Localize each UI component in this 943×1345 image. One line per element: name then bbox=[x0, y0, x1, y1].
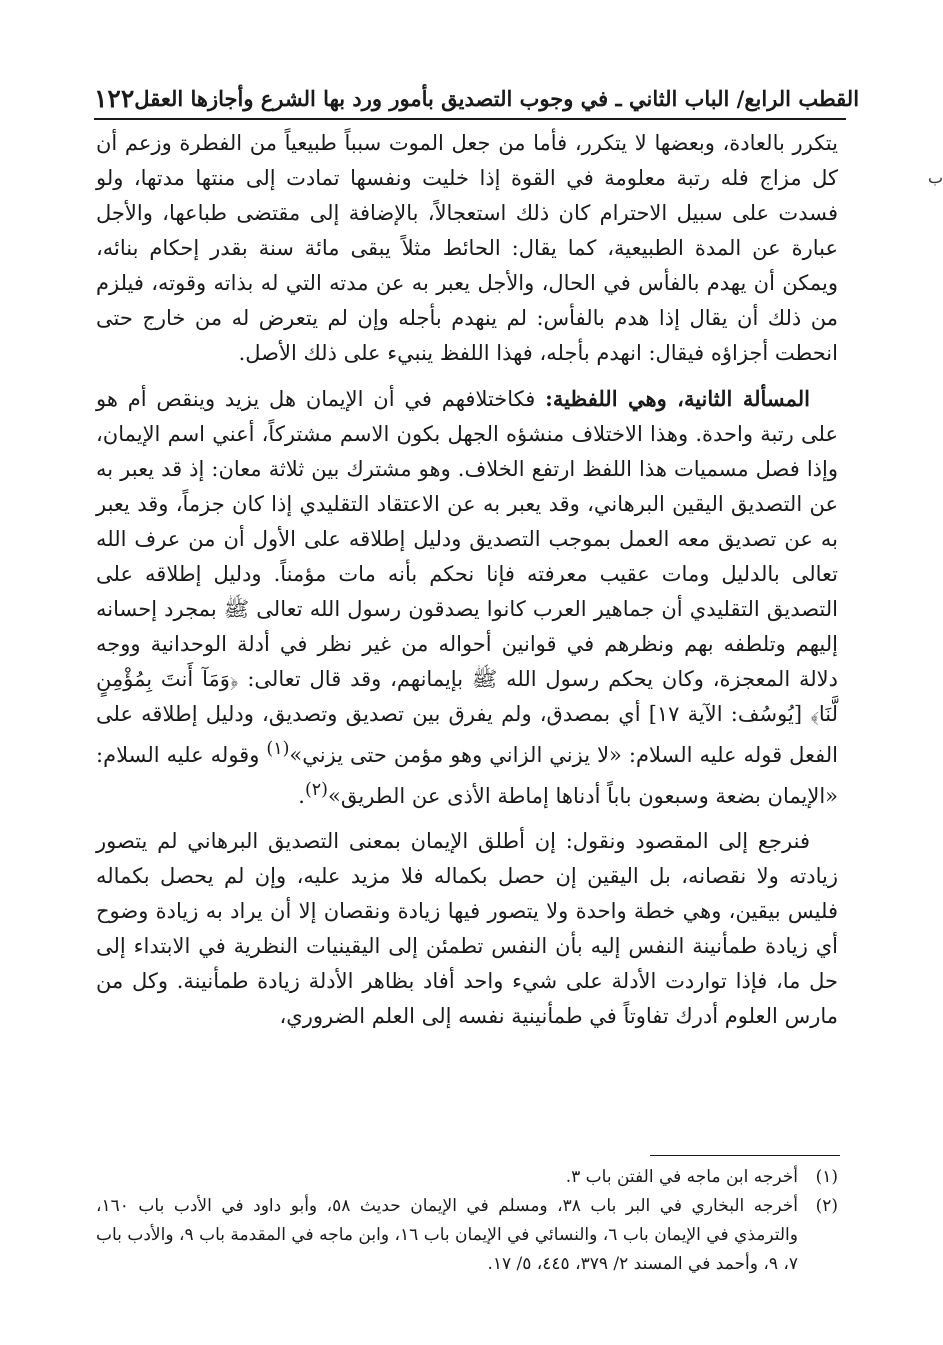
footnotes bbox=[96, 1163, 838, 1279]
footnote-ref-2[interactable]: (٢) bbox=[304, 780, 328, 800]
header-rule bbox=[94, 118, 846, 120]
paragraph-2-tail: وقوله عليه السلام: «الإيمان بضعة وسبعون باباً أدناها إماطة الأذى عن الطريق» bbox=[96, 743, 838, 808]
footnote-number: (١) bbox=[815, 1167, 838, 1187]
footnote-rule bbox=[650, 1155, 840, 1156]
running-title: القطب الرابع/ الباب الثاني ـ في وجوب التصديق بأمور ورد بها الشرع وأجازها العقل bbox=[134, 85, 860, 111]
running-header bbox=[94, 78, 860, 118]
page-number: ١٢٢ bbox=[94, 83, 135, 113]
footnote-text: أخرجه البخاري في البر باب ٣٨، ومسلم في الإيمان حديث ٥٨، وأبو داود في الأدب باب ١٦٠، والترمذي في الإيمان باب ٦، والنسائي في الإيمان باب ١٦، وابن ماجه في المقدمة باب ٩، والأدب باب ٧، ٩، وأحمد في المسند ٢/ ٣٧٩، ٤٤٥، ٥/ ١٧. bbox=[96, 1196, 798, 1274]
footnote-number: (٢) bbox=[815, 1196, 838, 1216]
footnote-2 bbox=[96, 1192, 838, 1279]
paragraph-2-end: . bbox=[298, 784, 305, 808]
paragraph-3: فنرجع إلى المقصود ونقول: إن أطلق الإيمان بمعنى التصديق البرهاني لم يتصور زيادته ولا نقصانه، بل اليقين إن حصل بكماله فلا مزيد عليه، وإن لم يحصل بكماله فليس بيقين، وهي خطة واحدة ولا يتصور فيها زيادة ونقصان إلا أن يراد به زيادة وضوح أي زيادة طمأنينة النفس إليه بأن النفس تطمئن إلى اليقينيات النظرية في الابتداء إلى حل ما، فإذا تواردت الأدلة على شيء واحد أفاد بظاهر الأدلة زيادة طمأنينة. وكل من مارس العلوم أدرك تفاوتاً في طمأنينية نفسه إلى العلم الضروري، bbox=[96, 829, 838, 1028]
footnote-text: أخرجه ابن ماجه في الفتن باب ٣. bbox=[565, 1167, 798, 1187]
paragraph-2-text: فكاختلافهم في أن الإيمان هل يزيد وينقص أم هو على رتبة واحدة. وهذا الاختلاف منشؤه الجهل بكون الاسم مشتركاً، أعني اسم الإيمان، وإذا فصل مسميات هذا اللفظ ارتفع الخلاف. وهو مشترك بين ثلاثة معان: إذ قد يعبر به عن التصديق اليقين البرهاني، وقد يعبر به عن الاعتقاد التقليدي إذا كان جزماً، وقد يعبر به عن تصديق معه العمل بموجب التصديق ودليل إطلاقه على الأول أن من عرف الله تعالى بالدليل ومات عقيب معرفته فإنا نحكم بأنه مات مؤمناً. ودليل إطلاقه على التصديق التقليدي أن جماهير العرب كانوا يصدقون رسول الله تعالى ﷺ بمجرد إحسانه إليهم وتلطفه بهم ونظرهم في قوانين أحواله من غير نظر في أدلة الوحدانية ووجه دلالة المعجزة، وكان يحكم رسول الله ﷺ بإيمانهم، وقد قال تعالى: ﴿وَمَآ أَنتَ بِمُؤْمِنٍ لَّنَا﴾ [يُوسُف: الآية ١٧] أي بمصدق، ولم يفرق بين تصديق وتصديق، ودليل إطلاقه على الفعل قوله عليه السلام: «لا يزني الزاني وهو مؤمن حتى يزني» bbox=[96, 387, 838, 767]
section-heading: المسألة الثانية، وهي اللفظية: bbox=[545, 386, 810, 411]
footnote-1 bbox=[96, 1163, 838, 1192]
margin-mark: ب bbox=[928, 168, 943, 187]
paragraph-1: يتكرر بالعادة، وبعضها لا يتكرر، فأما من جعل الموت سبباً طبيعياً من الفطرة وزعم أن كل مزاج فله رتبة معلومة في القوة إذا خليت ونفسها تمادت إلى منتها مدتها، ولو فسدت على سبيل الاحترام كان ذلك استعجالاً، بالإضافة إلى مقتضى طباعها، والأجل عبارة عن المدة الطبيعية، كما يقال: الحائط مثلاً يبقى مائة سنة بقدر إحكام بنائه، ويمكن أن يهدم بالفأس في الحال، والأجل يعبر به عن مدته التي له بذاته وقوته، فيلزم من ذلك أن يقال إذا هدم بالفأس: لم ينهدم بأجله وإن لم يتعرض له من خارج حتى انحطت أجزاؤه فيقال: انهدم بأجله، فهذا اللفظ ينبيء على ذلك الأصل. bbox=[96, 131, 838, 365]
paragraph-2 bbox=[96, 381, 838, 814]
main-text bbox=[96, 126, 838, 1034]
footnote-ref-1[interactable]: (١) bbox=[266, 739, 290, 759]
